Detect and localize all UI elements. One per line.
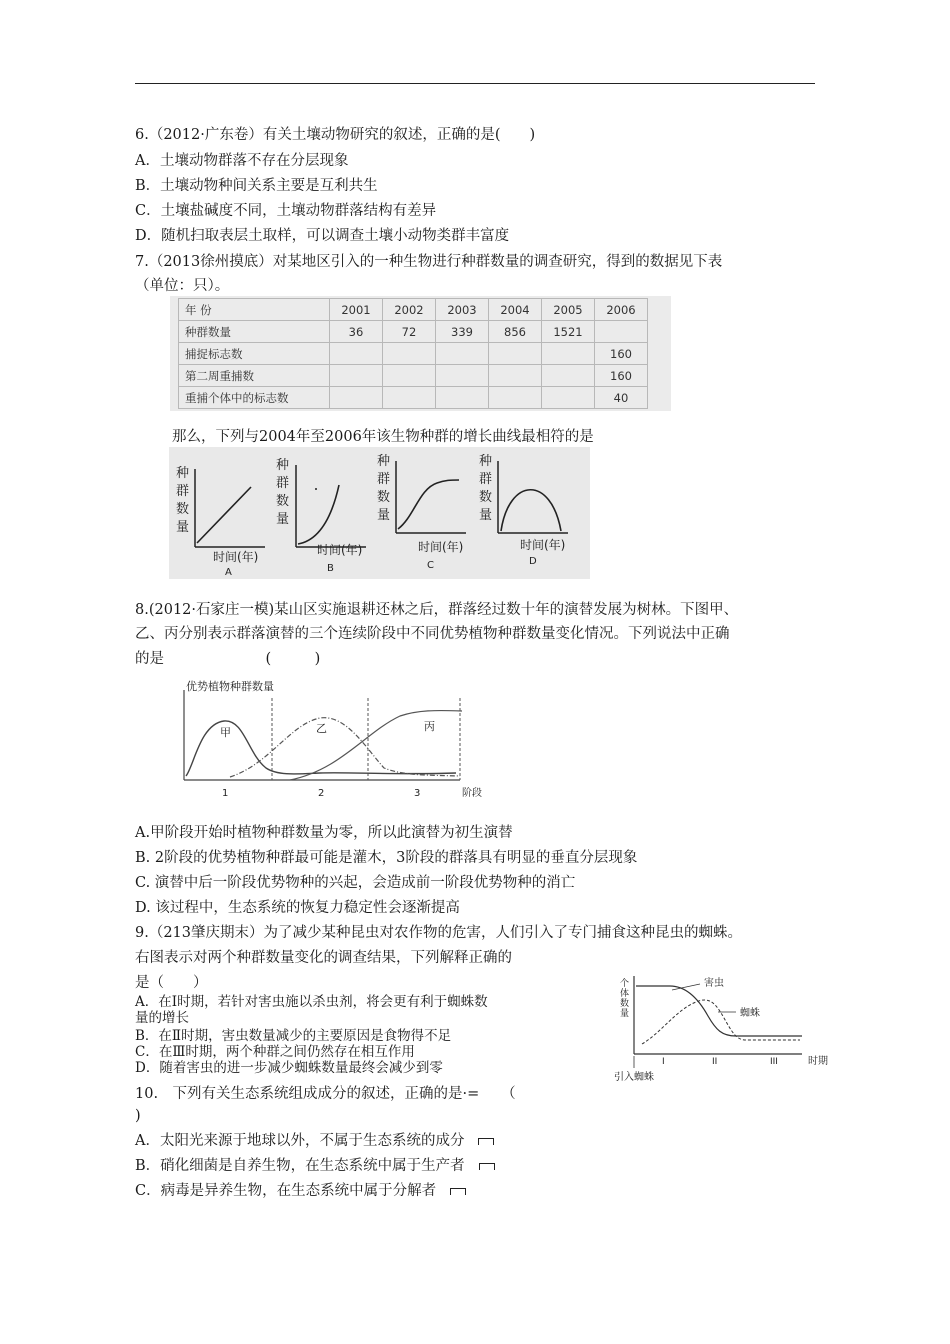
table-row bbox=[179, 365, 648, 387]
q8-stem-end: 的是 ( ) bbox=[135, 651, 321, 667]
table-cell: 2006 bbox=[595, 299, 648, 321]
table-cell bbox=[489, 343, 542, 365]
q10-option-a bbox=[135, 1131, 494, 1151]
q9-option-d: D．随着害虫的进一步减少蜘蛛数量最终会减少到零 bbox=[135, 1060, 443, 1076]
answer-blank bbox=[478, 1138, 494, 1145]
q9-pest-label: 害虫 bbox=[704, 978, 724, 989]
q8-xlabel: 阶段 bbox=[462, 788, 482, 799]
answer-blank bbox=[450, 1188, 466, 1195]
table-cell: 2005 bbox=[542, 299, 595, 321]
q9-pest-curve bbox=[636, 986, 802, 1036]
q9-option-a-cont: 量的增长 bbox=[135, 1010, 189, 1026]
q8-stem: 8.(2012·石家庄一模)某山区实施退耕还林之后，群落经过数十年的演替发展为树林。下图甲、 bbox=[135, 602, 739, 618]
graph-b-ylabel-1: 种 bbox=[276, 458, 290, 473]
q9-origin-label: 引入蜘蛛 bbox=[614, 1072, 654, 1083]
q9-stem-end: 是（ ） bbox=[135, 975, 208, 991]
table-cell bbox=[330, 365, 383, 387]
graph-a-letter: A bbox=[225, 567, 232, 578]
table-cell bbox=[436, 343, 489, 365]
q8-curve-bing bbox=[290, 711, 462, 780]
table-cell: 2003 bbox=[436, 299, 489, 321]
q8-stage-1: 1 bbox=[222, 788, 229, 799]
graph-a-ylabel-2: 群 bbox=[176, 484, 190, 499]
q7-data-table-figure bbox=[170, 296, 671, 411]
table-row bbox=[179, 321, 648, 343]
table-cell: 2004 bbox=[489, 299, 542, 321]
q10-option-c-text: C．病毒是异养生物，在生态系统中属于分解者 bbox=[135, 1183, 437, 1199]
q9-period-1: I bbox=[662, 1057, 665, 1067]
q10-stem-cont: ) bbox=[135, 1108, 141, 1124]
q7-stem-cont: （单位：只）。 bbox=[135, 278, 230, 294]
q9-ylabel-1: 个 bbox=[620, 979, 630, 989]
q10-option-c bbox=[135, 1181, 466, 1201]
table-cell: 36 bbox=[330, 321, 383, 343]
table-cell: 2002 bbox=[383, 299, 436, 321]
q9-spider-curve bbox=[642, 1000, 800, 1044]
q8-stage-3: 3 bbox=[414, 788, 421, 799]
q9-period-2: II bbox=[712, 1057, 718, 1067]
table-header-row bbox=[179, 299, 648, 321]
graph-b-ylabel-2: 群 bbox=[276, 476, 290, 491]
q6-option-d: D．随机扫取表层土取样，可以调查土壤小动物类群丰富度 bbox=[135, 228, 510, 244]
graph-b-xlabel: 时间(年) bbox=[317, 543, 363, 557]
table-cell: 40 bbox=[595, 387, 648, 409]
q10-option-b bbox=[135, 1156, 495, 1176]
q7-data-table bbox=[178, 298, 648, 409]
graph-c-ylabel-4: 量 bbox=[377, 508, 391, 523]
graph-c-ylabel-2: 群 bbox=[377, 472, 391, 487]
q9-population-chart bbox=[612, 968, 836, 1084]
table-cell: 339 bbox=[436, 321, 489, 343]
q8-label-bing: 丙 bbox=[424, 720, 435, 733]
table-cell bbox=[383, 365, 436, 387]
graph-a-ylabel-4: 量 bbox=[176, 520, 190, 535]
table-cell bbox=[595, 321, 648, 343]
table-cell bbox=[330, 343, 383, 365]
table-cell: 72 bbox=[383, 321, 436, 343]
table-cell: 160 bbox=[595, 343, 648, 365]
q8-option-c: C. 演替中后一阶段优势物种的兴起，会造成前一阶段优势物种的消亡 bbox=[135, 875, 576, 891]
table-row bbox=[179, 343, 648, 365]
graph-d-letter: D bbox=[529, 556, 537, 567]
table-cell bbox=[436, 365, 489, 387]
graph-b-letter: B bbox=[327, 563, 334, 574]
table-cell: 2001 bbox=[330, 299, 383, 321]
table-cell: 1521 bbox=[542, 321, 595, 343]
table-cell: 重捕个体中的标志数 bbox=[179, 387, 330, 409]
graph-b-speck bbox=[315, 488, 317, 490]
q10-option-b-text: B．硝化细菌是自养生物，在生态系统中属于生产者 bbox=[135, 1158, 465, 1174]
q9-option-c: C．在Ⅲ时期，两个种群之间仍然存在相互作用 bbox=[135, 1044, 415, 1060]
table-row bbox=[179, 387, 648, 409]
graph-d-ylabel-1: 种 bbox=[479, 454, 493, 469]
graph-c-ylabel-1: 种 bbox=[377, 454, 391, 469]
header-rule bbox=[135, 83, 815, 84]
graph-d-xlabel: 时间(年) bbox=[520, 538, 566, 552]
q9-ylabel-4: 量 bbox=[620, 1009, 630, 1019]
q7-stem: 7.（2013徐州摸底）对某地区引入的一种生物进行种群数量的调查研究，得到的数据见下表 bbox=[135, 254, 723, 270]
q10-option-a-text: A．太阳光来源于地球以外，不属于生态系统的成分 bbox=[135, 1133, 465, 1149]
graph-a-ylabel-1: 种 bbox=[176, 466, 190, 481]
table-cell: 年 份 bbox=[179, 299, 330, 321]
graph-a-xlabel: 时间(年) bbox=[213, 550, 259, 564]
table-cell bbox=[436, 387, 489, 409]
q7-growth-graphs bbox=[169, 447, 590, 579]
q9-stem: 9.（213肇庆期末）为了减少某种昆虫对农作物的危害，人们引入了专门捕食这种昆虫的蜘蛛。 bbox=[135, 925, 743, 941]
graph-c-ylabel-3: 数 bbox=[377, 490, 391, 505]
q9-option-a: A．在Ⅰ时期，若针对害虫施以杀虫剂，将会更有利于蜘蛛数 bbox=[135, 994, 488, 1010]
answer-blank bbox=[479, 1163, 495, 1170]
q10-stem: 10. 下列有关生态系统组成成分的叙述，正确的是·= （ bbox=[135, 1086, 516, 1102]
graph-a-ylabel-3: 数 bbox=[176, 502, 190, 517]
q8-label-jia: 甲 bbox=[220, 726, 231, 739]
graph-d-ylabel-2: 群 bbox=[479, 472, 493, 487]
table-cell bbox=[542, 343, 595, 365]
q8-option-a: A.甲阶段开始时植物种群数量为零，所以此演替为初生演替 bbox=[135, 825, 513, 841]
q8-ylabel: 优势植物种群数量 bbox=[186, 680, 274, 693]
graph-c-letter: C bbox=[427, 560, 434, 571]
graph-c-xlabel: 时间(年) bbox=[418, 540, 464, 554]
table-cell bbox=[542, 387, 595, 409]
q9-spider-label: 蜘蛛 bbox=[740, 1008, 760, 1019]
table-cell bbox=[383, 387, 436, 409]
q8-label-yi: 乙 bbox=[316, 722, 327, 735]
graph-b-ylabel-4: 量 bbox=[276, 512, 290, 527]
table-cell bbox=[489, 387, 542, 409]
graph-b-ylabel-3: 数 bbox=[276, 494, 290, 509]
table-cell bbox=[542, 365, 595, 387]
q6-option-a: A．土壤动物群落不存在分层现象 bbox=[135, 153, 349, 169]
q6-option-c: C．土壤盐碱度不同，土壤动物群落结构有差异 bbox=[135, 203, 437, 219]
table-cell: 种群数量 bbox=[179, 321, 330, 343]
q9-ylabel-2: 体 bbox=[620, 989, 630, 999]
q8-succession-chart bbox=[170, 676, 500, 808]
q8-stem-cont: 乙、丙分别表示群落演替的三个连续阶段中不同优势植物种群数量变化情况。下列说法中正确 bbox=[135, 626, 730, 642]
q8-stage-2: 2 bbox=[318, 788, 325, 799]
graph-d-ylabel-4: 量 bbox=[479, 508, 493, 523]
q9-xlabel: 时期 bbox=[808, 1056, 828, 1067]
graph-d-ylabel-3: 数 bbox=[479, 490, 493, 505]
table-cell bbox=[330, 387, 383, 409]
q9-ylabel-3: 数 bbox=[620, 999, 630, 1009]
table-cell: 856 bbox=[489, 321, 542, 343]
q6-option-b: B．土壤动物种间关系主要是互利共生 bbox=[135, 178, 378, 194]
table-cell bbox=[383, 343, 436, 365]
q6-stem: 6.（2012·广东卷）有关土壤动物研究的叙述，正确的是( ) bbox=[135, 127, 536, 143]
q9-stem-cont: 右图表示对两个种群数量变化的调查结果，下列解释正确的 bbox=[135, 950, 512, 966]
q8-option-b: B. 2阶段的优势植物种群最可能是灌木，3阶段的群落具有明显的垂直分层现象 bbox=[135, 850, 638, 866]
table-cell: 第二周重捕数 bbox=[179, 365, 330, 387]
q9-period-3: III bbox=[770, 1057, 778, 1067]
q8-option-d: D. 该过程中，生态系统的恢复力稳定性会逐渐提高 bbox=[135, 900, 460, 916]
table-cell bbox=[489, 365, 542, 387]
table-cell: 160 bbox=[595, 365, 648, 387]
q9-option-b: B．在Ⅱ时期，害虫数量减少的主要原因是食物得不足 bbox=[135, 1028, 452, 1044]
q7-question: 那么，下列与2004年至2006年该生物种群的增长曲线最相符的是 bbox=[172, 429, 594, 445]
table-cell: 捕捉标志数 bbox=[179, 343, 330, 365]
